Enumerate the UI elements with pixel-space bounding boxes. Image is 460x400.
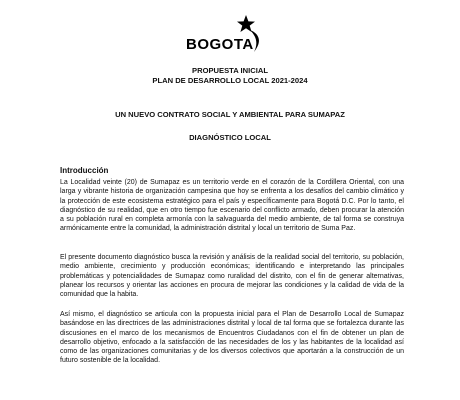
paragraph-1: La Localidad veinte (20) de Sumapaz es un territorio verde en el corazón de la Cordillera Oriental, con una larga y vibrante historia de organización campesina que hoy se enfrenta a los desafíos del cambio climático y la protección de este ecosistema estratégico para el país y específicamente para Bogotá D.C. Por lo tanto, el diagnóstico de su realidad, que en otro tiempo fue escenario del conflicto armado, deben procurar la atención a su población rural en completa armonía con la salvaguarda del medio ambiente, de tal forma se construya armónicamente entre la comunidad, la administración distrital y local un territorio de Suma Paz. xyxy=(60,179,404,233)
logo-text: BOGOTA xyxy=(186,36,254,53)
section-title: Introducción xyxy=(60,166,109,175)
diagnostico-title: DIAGNÓSTICO LOCAL xyxy=(189,133,271,142)
header-line-2: PLAN DE DESARROLLO LOCAL 2021-2024 xyxy=(152,76,308,85)
header-line-1: PROPUESTA INICIAL xyxy=(192,66,268,75)
bogota-logo xyxy=(186,14,276,60)
document-subtitle: UN NUEVO CONTRATO SOCIAL Y AMBIENTAL PARA SUMAPAZ xyxy=(115,110,345,119)
paragraph-2: El presente documento diagnóstico busca la revisión y análisis de la realidad social del territorio, su población, medio ambiente, crecimiento y producción económicas; identificando e interpretando las principales problemáticas y potencialidades de Sumapaz como ruralidad del distrito, con el fin de generar alternativas, planear los recursos y orientar las acciones en procura de mejorar las condiciones y la calidad de vida de la comunidad que la habita. xyxy=(60,254,404,299)
paragraph-3: Así mismo, el diagnóstico se articula con la propuesta inicial para el Plan de Desarrollo Local de Sumapaz basándose en las directrices de las administraciones distrital y local de tal forma que se fortalezca durante las discusiones en el marco de los mecanismos de Encuentros Ciudadanos con el fin de obtener un plan de desarrollo objetivo, enfocado a la satisfacción de las necesidades de los y las habitantes de la localidad así como de las organizaciones comunitarias y de los diversos colectivos que aportarán a la construcción de un futuro sostenible de la localidad. xyxy=(60,311,404,365)
